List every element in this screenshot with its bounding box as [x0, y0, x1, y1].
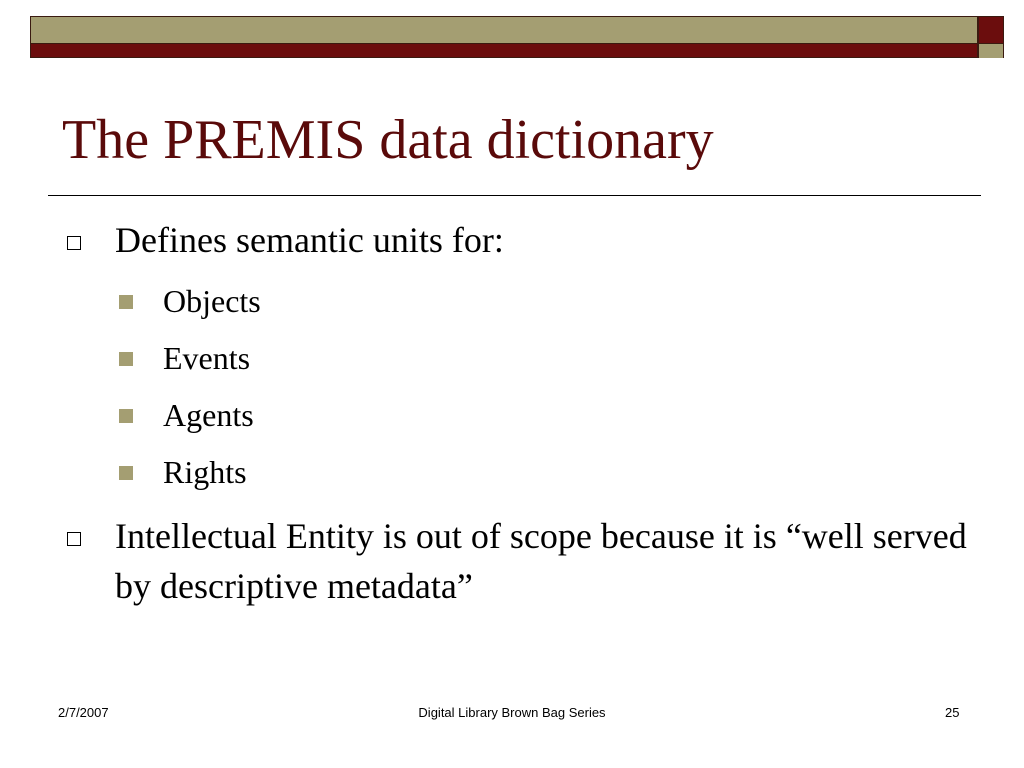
filled-square-bullet-icon [119, 409, 133, 423]
sub-bullet-item: Objects [163, 283, 261, 319]
bullet-item: Intellectual Entity is out of scope because it is “well served by descriptive metadata” [115, 516, 967, 606]
footer-series-title: Digital Library Brown Bag Series [418, 705, 606, 720]
header-olive-band [31, 17, 977, 43]
header-decoration-bar [30, 16, 978, 58]
filled-square-bullet-icon [119, 466, 133, 480]
corner-olive-square [979, 43, 1003, 58]
bullet-item: Defines semantic units for: [115, 220, 504, 260]
sub-bullet-item: Agents [163, 397, 254, 433]
footer-date: 2/7/2007 [58, 705, 109, 720]
header-maroon-band [31, 43, 977, 57]
slide-title: The PREMIS data dictionary [62, 109, 714, 171]
corner-maroon-square [979, 17, 1003, 43]
sub-bullet-item: Events [163, 340, 251, 376]
hollow-square-bullet-icon [67, 532, 81, 546]
sub-bullet-item: Rights [163, 454, 247, 490]
filled-square-bullet-icon [119, 295, 133, 309]
title-divider [48, 195, 981, 196]
filled-square-bullet-icon [119, 352, 133, 366]
slide-number: 25 [945, 705, 960, 720]
header-corner-block [978, 16, 1004, 58]
hollow-square-bullet-icon [67, 236, 81, 250]
